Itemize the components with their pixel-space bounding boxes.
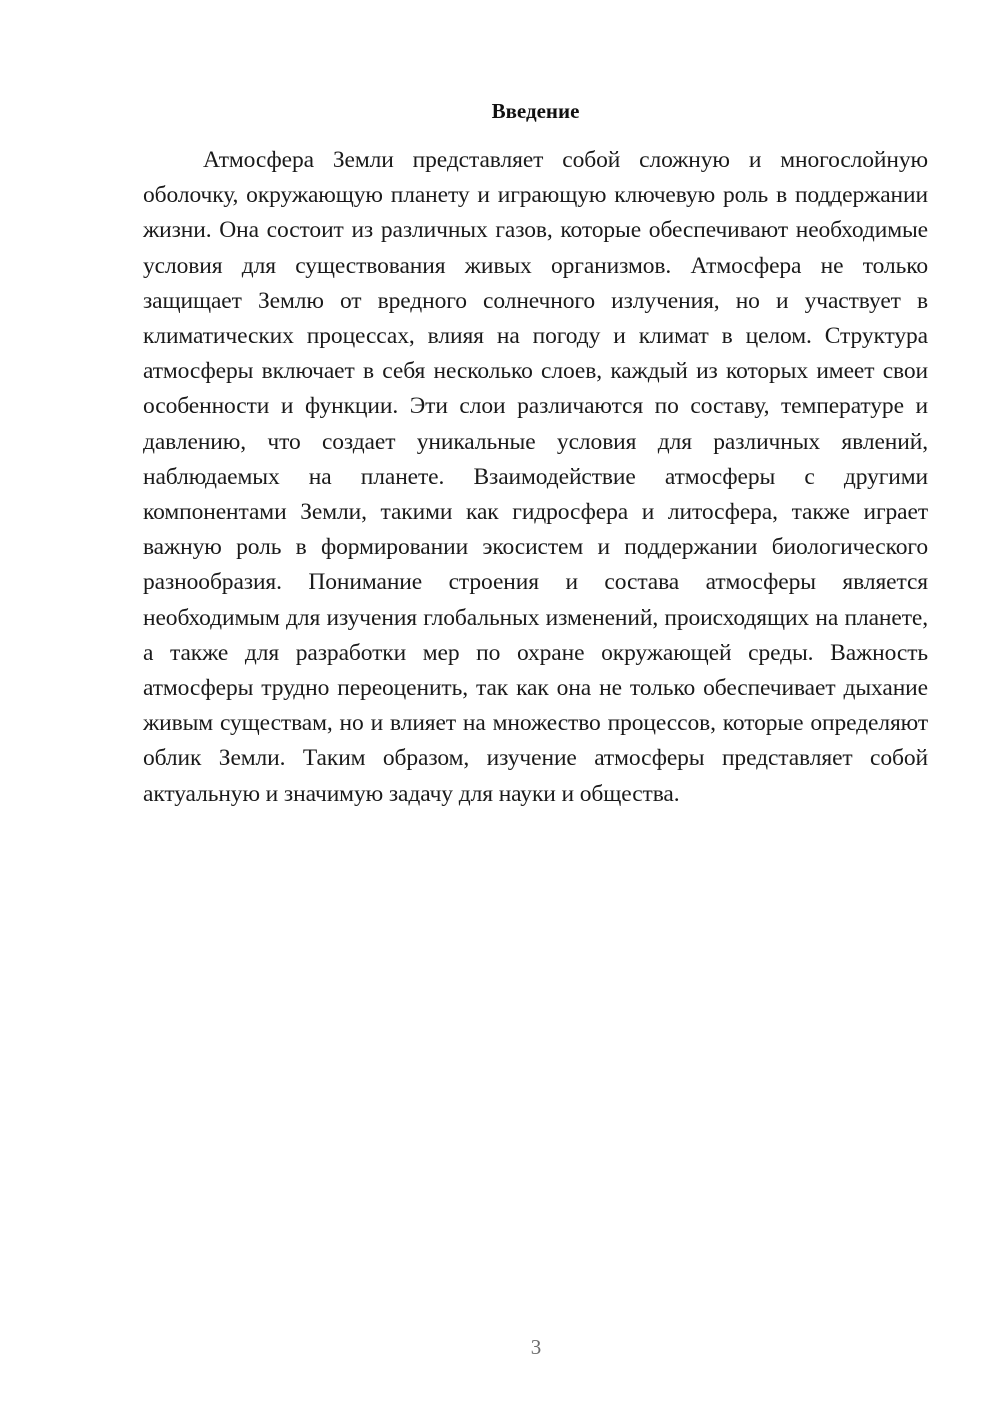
body-paragraph: Атмосфера Земли представляет собой сложную и многослойную оболочку, окружающую планету и играющую ключевую роль в поддержании жизни. Она состоит из различных газов, которые обеспечивают необходимые условия для существования живых организмов. Атмосфера не только защищает Землю от вредного солнечного излучения, но и участвует в климатических процессах, влияя на погоду и климат в целом. Структура атмосферы включает в себя несколько слоев, каждый из которых имеет свои особенности и функции. Эти слои различаются по составу, температуре и давлению, что создает уникальные условия для различных явлений, наблюдаемых на планете. Взаимодействие атмосферы с другими компонентами Земли, такими как гидросфера и литосфера, также играет важную роль в формировании экосистем и поддержании биологического разнообразия. Понимание строения и состава атмосферы является необходимым для изучения глобальных изменений, происходящих на планете, а также для разработки мер по охране окружающей среды. Важность атмосферы трудно переоценить, так как она не только обеспечивает дыхание живым существам, но и влияет на множество процессов, которые определяют облик Земли. Таким образом, изучение атмосферы представляет собой актуальную и значимую задачу для науки и общества. [143,147,928,807]
page-number: 3 [530,1335,542,1359]
section-heading: Введение [491,99,580,123]
